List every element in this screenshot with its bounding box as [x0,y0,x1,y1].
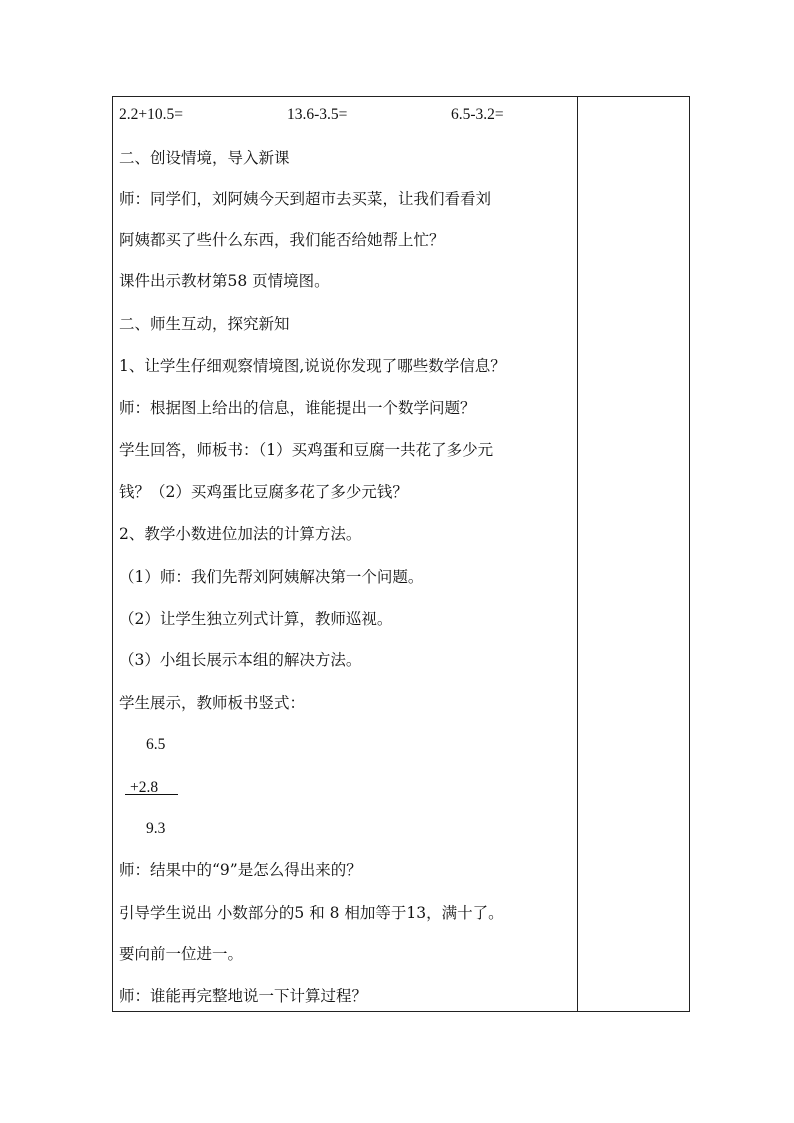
lesson-table [112,96,690,1012]
teacher-line: 师：同学们，刘阿姨今天到超市去买菜，让我们看看刘 [119,190,492,208]
vertical-addend-1: 6.5 [146,736,166,753]
board-writing-line: 学生回答，师板书：（1）买鸡蛋和豆腐一共花了多少元 [119,441,494,459]
carry-line: 要向前一位进一。 [119,945,244,963]
board-writing-line-continued: 钱？（2）买鸡蛋比豆腐多花了多少元钱？ [119,483,408,501]
equation-3: 6.5-3.2= [451,106,504,123]
warmup-equations-row [119,105,575,125]
step-2-line: 2、教学小数进位加法的计算方法。 [119,525,362,543]
section-heading-explore: 二、师生互动，探究新知 [119,315,290,333]
teacher-question-nine: 师：结果中的“9”是怎么得出来的？ [119,861,362,879]
equation-1: 2.2+10.5= [119,106,183,123]
substep-3-line: （3）小组长展示本组的解决方法。 [119,651,362,669]
teacher-final-question: 师：谁能再完整地说一下计算过程？ [119,987,368,1005]
courseware-line: 课件出示教材第58 页情境图。 [119,272,330,290]
vertical-sum-line [125,794,178,795]
student-display-line: 学生展示，教师板书竖式： [119,694,306,712]
section-heading-intro: 二、创设情境，导入新课 [119,149,290,167]
column-divider [577,97,578,1011]
vertical-sum: 9.3 [146,820,166,837]
step-1-line: 1、让学生仔细观察情境图,说说你发现了哪些数学信息？ [119,357,506,375]
equation-2: 13.6-3.5= [287,106,348,123]
substep-2-line: （2）让学生独立列式计算，教师巡视。 [119,610,393,628]
lesson-content-cell [119,97,575,1011]
guide-line: 引导学生说出 小数部分的5 和 8 相加等于13，满十了。 [119,904,504,922]
vertical-addend-2: +2.8 [130,779,159,796]
teacher-line-continued: 阿姨都买了些什么东西，我们能否给她帮上忙？ [119,231,445,249]
teacher-question-line: 师：根据图上给出的信息，谁能提出一个数学问题？ [119,399,476,417]
substep-1-line: （1）师：我们先帮刘阿姨解决第一个问题。 [119,568,424,586]
